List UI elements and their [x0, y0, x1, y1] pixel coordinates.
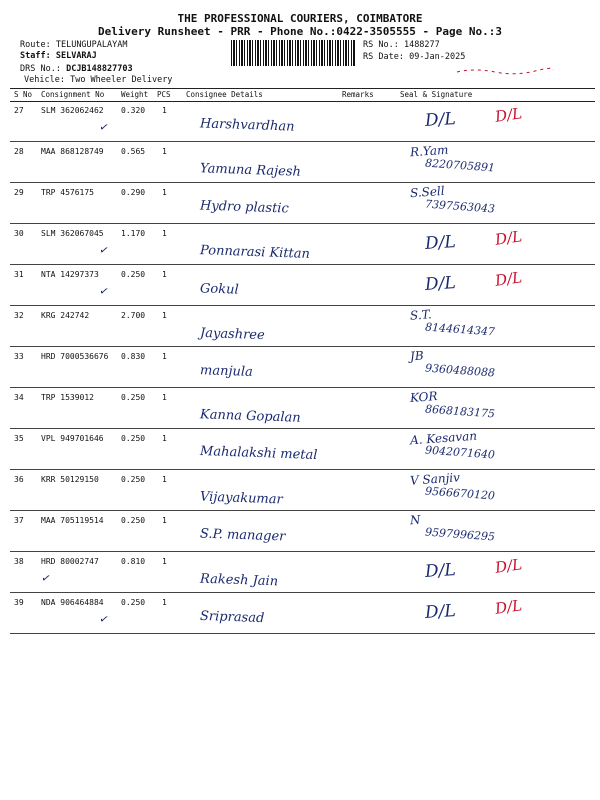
row-consignee-handwritten: Yamuna Rajesh	[199, 161, 302, 180]
row-weight: 1.170	[121, 229, 146, 238]
top-scribble-mark	[455, 66, 555, 76]
drs-line	[20, 64, 133, 74]
route-value: TELUNGUPALAYAM	[55, 40, 128, 50]
row-signature: N	[409, 512, 421, 528]
table-row	[10, 346, 595, 388]
row-sno: 39	[14, 598, 24, 607]
row-signature: D/L	[424, 559, 457, 583]
row-consignment: KRR 50129150	[41, 475, 99, 484]
row-sno: 28	[14, 147, 24, 156]
row-consignee-handwritten: Hydro plastic	[199, 198, 289, 217]
table-row	[10, 264, 595, 306]
row-consignment: NTA 14297373	[41, 270, 99, 279]
rs-no-value: 1488277	[403, 40, 440, 50]
row-weight: 0.565	[121, 147, 146, 156]
row-weight: 0.290	[121, 188, 146, 197]
row-pcs: 1	[162, 434, 167, 443]
row-consignment: SLM 362067045	[41, 229, 104, 238]
row-signature-note: 9597996295	[424, 525, 496, 544]
staff-line	[20, 51, 97, 61]
row-sno: 30	[14, 229, 24, 238]
row-signature-note: D/L	[493, 227, 524, 249]
table-row	[10, 469, 595, 511]
row-sno: 29	[14, 188, 24, 197]
barcode-image	[231, 40, 356, 66]
row-weight: 0.810	[121, 557, 146, 566]
col-consignee: Consignee Details	[186, 90, 263, 99]
row-weight: 0.250	[121, 393, 146, 402]
row-signature-note: 8220705891	[424, 156, 496, 175]
row-weight: 0.250	[121, 516, 146, 525]
vehicle-value: Two Wheeler Delivery	[70, 75, 173, 85]
row-sno: 36	[14, 475, 24, 484]
row-consignee-handwritten: Gokul	[199, 281, 239, 298]
table-row	[10, 510, 595, 552]
col-seal: Seal & Signature	[400, 90, 473, 99]
row-signature-note: D/L	[493, 268, 524, 290]
rs-no-label: RS No.:	[363, 40, 399, 50]
row-sno: 31	[14, 270, 24, 279]
row-signature-note: 9042071640	[424, 443, 496, 462]
runsheet-subtitle: Delivery Runsheet - PRR - Phone No.:0422-3505555 - Page No.:3	[98, 25, 502, 38]
row-pcs: 1	[162, 475, 167, 484]
row-consignee-handwritten: Ponnarasi Kittan	[199, 243, 311, 262]
row-signature-note: D/L	[493, 596, 524, 618]
row-sno: 33	[14, 352, 24, 361]
row-pcs: 1	[162, 106, 167, 115]
check-mark-icon: ✓	[40, 570, 52, 587]
table-row	[10, 387, 595, 429]
table-row	[10, 100, 595, 142]
row-signature-note: 9360488088	[424, 361, 496, 380]
row-weight: 0.830	[121, 352, 146, 361]
vehicle-line	[24, 75, 172, 85]
row-weight: 0.250	[121, 434, 146, 443]
row-consignment: SLM 362062462	[41, 106, 104, 115]
row-pcs: 1	[162, 311, 167, 320]
row-pcs: 1	[162, 598, 167, 607]
row-signature-note: D/L	[493, 104, 524, 126]
staff-label: Staff:	[20, 51, 51, 61]
col-remarks: Remarks	[342, 90, 374, 99]
table-row	[10, 305, 595, 347]
row-signature: D/L	[424, 231, 457, 255]
row-weight: 0.250	[121, 270, 146, 279]
route-label: Route:	[20, 40, 51, 50]
row-consignee-handwritten: Vijayakumar	[199, 489, 283, 508]
row-signature: D/L	[424, 272, 457, 296]
row-consignee-handwritten: manjula	[199, 363, 254, 380]
row-signature: S.T.	[409, 307, 433, 323]
check-mark-icon: ✓	[98, 283, 110, 300]
row-consignment: NDA 906464884	[41, 598, 104, 607]
row-consignee-handwritten: Harshvardhan	[199, 116, 295, 135]
row-sno: 35	[14, 434, 24, 443]
row-signature-note: 7397563043	[424, 197, 496, 216]
row-consignment: HRD 7000536676	[41, 352, 109, 361]
col-weight: Weight	[121, 90, 149, 99]
drs-label: DRS No.:	[20, 64, 61, 74]
table-row	[10, 141, 595, 183]
row-pcs: 1	[162, 270, 167, 279]
row-weight: 0.250	[121, 475, 146, 484]
row-signature-note: 8144614347	[424, 320, 496, 339]
row-consignee-handwritten: Sriprasad	[199, 608, 265, 627]
row-pcs: 1	[162, 188, 167, 197]
row-signature: JB	[409, 348, 425, 364]
row-signature-note: 9566670120	[424, 484, 496, 503]
row-consignment: VPL 949701646	[41, 434, 104, 443]
row-weight: 0.250	[121, 598, 146, 607]
row-pcs: 1	[162, 393, 167, 402]
row-consignment: TRP 1539012	[41, 393, 94, 402]
row-pcs: 1	[162, 352, 167, 361]
col-sno: S No	[14, 90, 33, 99]
row-signature: A. Kesavan	[409, 428, 478, 448]
row-consignment: KRG 242742	[41, 311, 90, 320]
table-row	[10, 428, 595, 470]
table-row	[10, 223, 595, 265]
company-title: THE PROFESSIONAL COURIERS, COIMBATORE	[177, 12, 423, 25]
row-signature: V Sanjiv	[409, 470, 461, 488]
check-mark-icon: ✓	[98, 611, 110, 628]
rs-date-line	[363, 52, 465, 62]
check-mark-icon: ✓	[98, 242, 110, 259]
row-sno: 34	[14, 393, 24, 402]
row-signature: S.Sell	[409, 183, 446, 201]
rs-date-label: RS Date:	[363, 52, 404, 62]
row-consignee-handwritten: S.P. manager	[199, 526, 286, 545]
row-signature: D/L	[424, 108, 457, 132]
row-consignee-handwritten: Kanna Gopalan	[199, 407, 301, 426]
col-consignment: Consignment No	[41, 90, 105, 99]
row-signature: D/L	[424, 600, 457, 624]
row-pcs: 1	[162, 516, 167, 525]
route-line	[20, 40, 128, 50]
row-consignee-handwritten: Jayashree	[199, 325, 265, 344]
row-sno: 32	[14, 311, 24, 320]
row-sno: 38	[14, 557, 24, 566]
row-consignee-handwritten: Mahalakshi metal	[199, 443, 318, 464]
staff-value: SELVARAJ	[55, 51, 97, 61]
row-weight: 0.320	[121, 106, 146, 115]
row-consignment: HRD 80002747	[41, 557, 99, 566]
row-pcs: 1	[162, 229, 167, 238]
check-mark-icon: ✓	[98, 119, 110, 136]
vehicle-label: Vehicle:	[24, 75, 65, 85]
row-weight: 2.700	[121, 311, 146, 320]
table-row	[10, 182, 595, 224]
row-signature: KOR	[409, 389, 438, 405]
row-signature: R.Yam	[409, 142, 449, 160]
table-row	[10, 551, 595, 593]
row-consignment: TRP 4576175	[41, 188, 94, 197]
col-pcs: PCS	[157, 90, 171, 99]
row-sno: 27	[14, 106, 24, 115]
rs-date-value: 09-Jan-2025	[409, 52, 466, 62]
row-signature-note: 8668183175	[424, 402, 496, 421]
row-consignment: MAA 868128749	[41, 147, 104, 156]
row-pcs: 1	[162, 557, 167, 566]
drs-value: DCJB148827703	[66, 64, 133, 74]
row-consignee-handwritten: Rakesh Jain	[199, 571, 279, 590]
row-pcs: 1	[162, 147, 167, 156]
row-sno: 37	[14, 516, 24, 525]
row-consignment: MAA 705119514	[41, 516, 104, 525]
table-row	[10, 592, 595, 634]
row-signature-note: D/L	[493, 555, 524, 577]
rs-no-line	[363, 40, 440, 50]
